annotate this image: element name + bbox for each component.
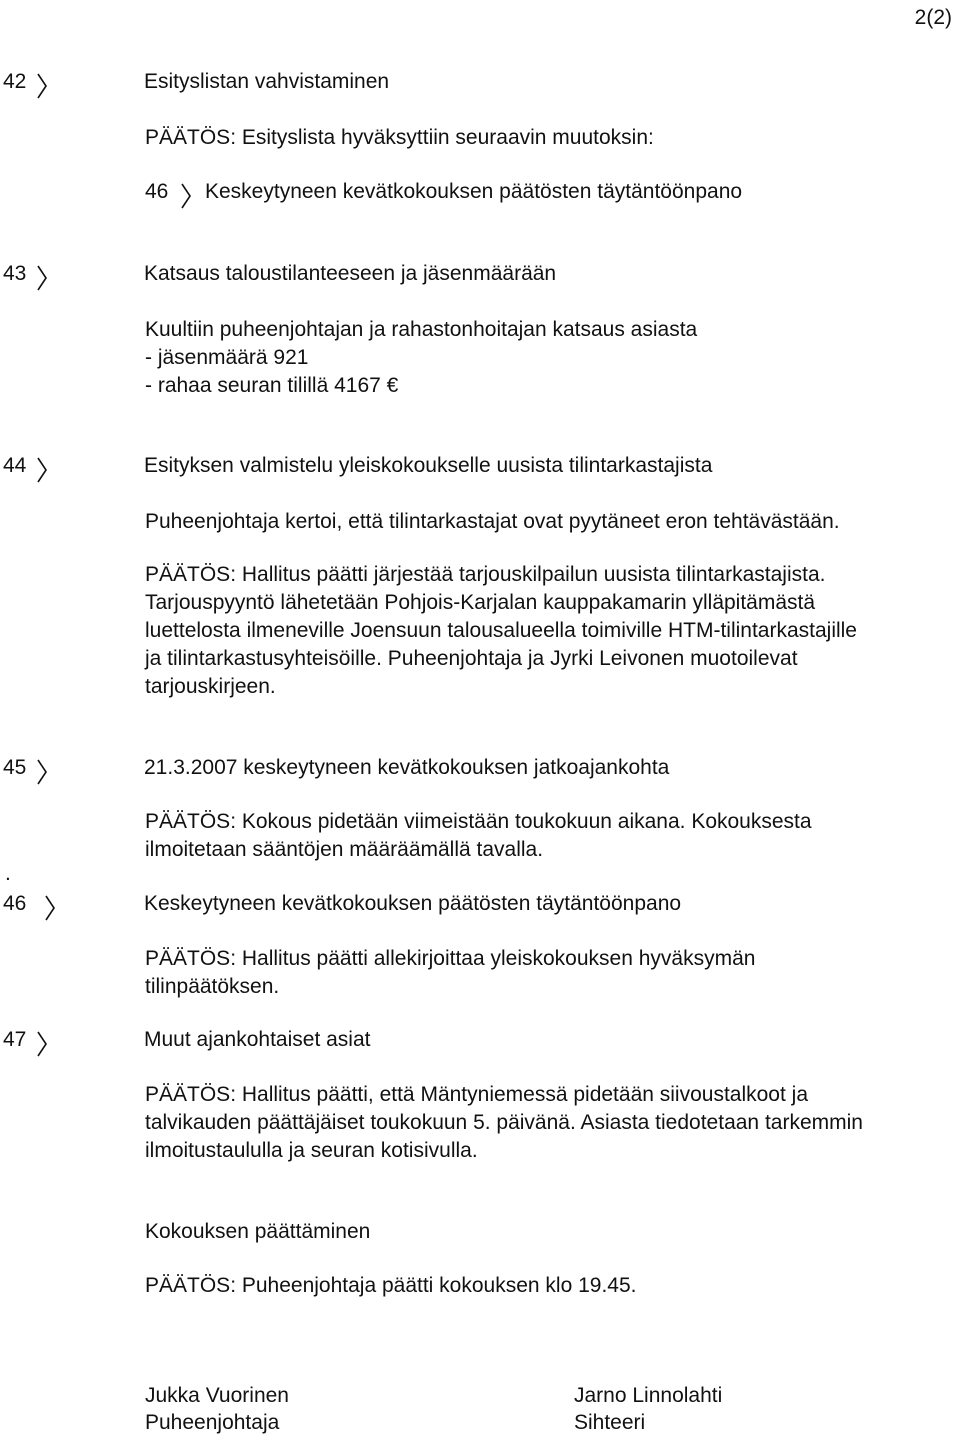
signature-role: Puheenjohtaja <box>145 1411 280 1434</box>
section-title: Esityslistan vahvistaminen <box>144 70 390 93</box>
s44-decision-line: PÄÄTÖS: Hallitus päätti järjestää tarjouskilpailun uusista tilintarkastajista. <box>145 563 826 586</box>
section-title: Esityksen valmistelu yleiskokoukselle uusista tilintarkastajista <box>144 454 713 477</box>
section-number: 47 <box>3 1028 27 1051</box>
section-mark-icon <box>44 895 56 921</box>
section-mark-icon <box>36 1031 48 1057</box>
s43-line: Kuultiin puheenjohtajan ja rahastonhoitajan katsaus asiasta <box>145 318 698 341</box>
closing-decision: PÄÄTÖS: Puheenjohtaja päätti kokouksen klo 19.45. <box>145 1274 637 1297</box>
section-number: 43 <box>3 262 27 285</box>
stray-dot: . <box>5 862 11 885</box>
section-title: Keskeytyneen kevätkokouksen päätösten täytäntöönpano <box>205 180 743 203</box>
signature-name: Jukka Vuorinen <box>145 1384 289 1407</box>
s47-decision-line: PÄÄTÖS: Hallitus päätti, että Mäntyniemessä pidetään siivoustalkoot ja <box>145 1083 808 1106</box>
closing-title: Kokouksen päättäminen <box>145 1220 371 1243</box>
s44-decision-line: ja tilintarkastusyhteisöille. Puheenjohtaja ja Jyrki Leivonen muotoilevat <box>145 647 798 670</box>
s44-decision-line: luettelosta ilmeneville Joensuun talousalueella toimiville HTM-tilintarkastajille <box>145 619 857 642</box>
section-mark-icon <box>36 759 48 785</box>
section-mark-icon <box>36 457 48 483</box>
s42-decision: PÄÄTÖS: Esityslista hyväksyttiin seuraavin muutoksin: <box>145 126 654 149</box>
section-number: 42 <box>3 70 27 93</box>
s46-decision-line: tilinpäätöksen. <box>145 975 280 998</box>
section-number: 46 <box>3 892 27 915</box>
section-number: 44 <box>3 454 27 477</box>
s45-decision-line: PÄÄTÖS: Kokous pidetään viimeistään toukokuun aikana. Kokouksesta <box>145 810 812 833</box>
section-title: Muut ajankohtaiset asiat <box>144 1028 371 1051</box>
section-mark-icon <box>36 265 48 291</box>
s47-decision-line: talvikauden päättäjäiset toukokuun 5. päivänä. Asiasta tiedotetaan tarkemmin <box>145 1111 863 1134</box>
section-title: Katsaus taloustilanteeseen ja jäsenmäärään <box>144 262 557 285</box>
section-mark-icon <box>180 183 192 209</box>
s46-decision-line: PÄÄTÖS: Hallitus päätti allekirjoittaa yleiskokouksen hyväksymän <box>145 947 756 970</box>
s43-line: - jäsenmäärä 921 <box>145 346 309 369</box>
section-number: 45 <box>3 756 27 779</box>
page-number: 2(2) <box>914 6 952 29</box>
section-title: Keskeytyneen kevätkokouksen päätösten täytäntöönpano <box>144 892 682 915</box>
section-mark-icon <box>36 73 48 99</box>
signature-name: Jarno Linnolahti <box>574 1384 723 1407</box>
section-title: 21.3.2007 keskeytyneen kevätkokouksen jatkoajankohta <box>144 756 670 779</box>
s44-text: Puheenjohtaja kertoi, että tilintarkastajat ovat pyytäneet eron tehtävästään. <box>145 510 840 533</box>
s47-decision-line: ilmoitustaululla ja seuran kotisivulla. <box>145 1139 478 1162</box>
signature-role: Sihteeri <box>574 1411 646 1434</box>
s44-decision-line: tarjouskirjeen. <box>145 675 276 698</box>
s44-decision-line: Tarjouspyyntö lähetetään Pohjois-Karjalan kauppakamarin ylläpitämästä <box>145 591 816 614</box>
section-number: 46 <box>145 180 169 203</box>
s43-line: - rahaa seuran tilillä 4167 € <box>145 374 399 397</box>
s45-decision-line: ilmoitetaan sääntöjen määräämällä tavalla. <box>145 838 544 861</box>
